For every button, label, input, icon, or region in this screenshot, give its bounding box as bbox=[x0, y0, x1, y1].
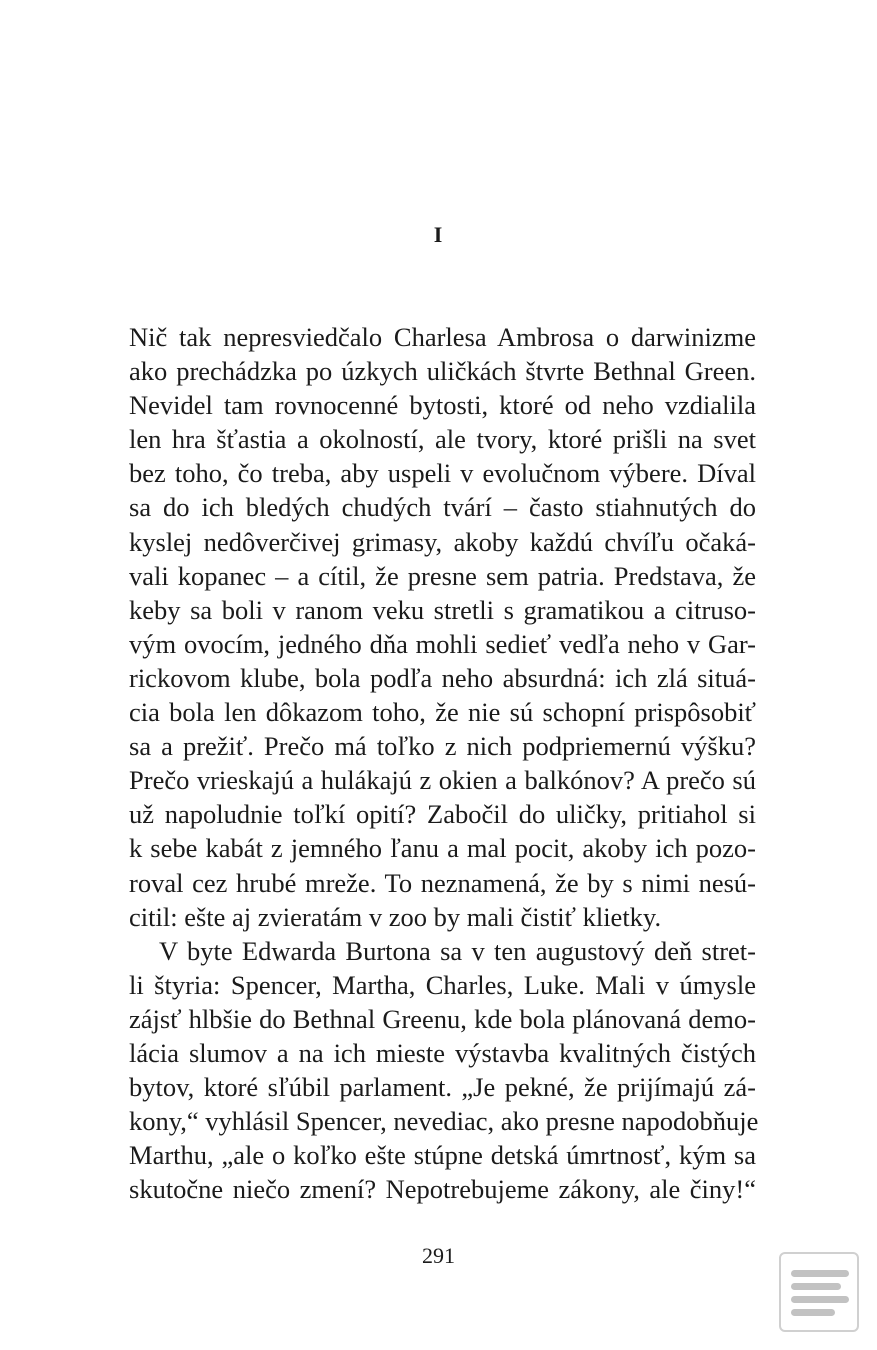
text-line: k sebe kabát z jemného ľanu a mal pocit, akoby ich pozo- bbox=[129, 833, 756, 864]
text-line: sa a prežiť. Prečo má toľko z nich podpriemernú výšku? bbox=[129, 731, 756, 762]
paragraph-1 bbox=[129, 320, 756, 934]
body-text bbox=[129, 320, 759, 1206]
text-line: Nič tak nepresviedčalo Charlesa Ambrosa o darwinizme bbox=[129, 322, 756, 352]
chapter-numeral: I bbox=[433, 222, 444, 247]
text-line: vali kopanec – a cítil, že presne sem patria. Predstava, že bbox=[129, 560, 756, 591]
text-line: ako prechádzka po úzkych uličkách štvrte Bethnal Green. bbox=[129, 356, 756, 387]
text-line: lácia slumov a na ich mieste výstavba kvalitných čistých bbox=[129, 1037, 756, 1068]
text-line: Nevidel tam rovnocenné bytosti, ktoré od neho vzdialila bbox=[129, 390, 756, 421]
text-line: kony,“ vyhlásil Spencer, nevediac, ako presne napodobňuje bbox=[129, 1106, 759, 1137]
text-line: cia bola len dôkazom toho, že nie sú schopní prispôsobiť bbox=[129, 697, 756, 728]
text-line: skutočne niečo zmení? Nepotrebujeme zákony, ale činy!“ bbox=[129, 1174, 756, 1205]
text-line: vým ovocím, jedného dňa mohli sedieť vedľa neho v Gar- bbox=[129, 628, 756, 659]
page-number: 291 bbox=[422, 1243, 455, 1268]
text-line: len hra šťastia a okolností, ale tvory, ktoré prišli na svet bbox=[129, 424, 756, 455]
text-line: Marthu, „ale o koľko ešte stúpne detská úmrtnosť, kým sa bbox=[129, 1140, 756, 1171]
text-line: zájsť hlbšie do Bethnal Greenu, kde bola plánovaná demo- bbox=[129, 1003, 756, 1034]
text-line: rickovom klube, bola podľa neho absurdná: ich zlá situá- bbox=[129, 662, 756, 693]
text-line: sa do ich bledých chudých tvárí – často stiahnutých do bbox=[129, 492, 756, 523]
text-line: bytov, ktoré sľúbil parlament. „Je pekné, že prijímajú zá- bbox=[129, 1072, 756, 1103]
text-lines-icon bbox=[789, 1268, 851, 1318]
text-line: už napoludnie toľkí opití? Zabočil do uličky, pritiahol si bbox=[129, 799, 756, 830]
text-line: bez toho, čo treba, aby uspeli v evolučnom výbere. Díval bbox=[129, 458, 756, 489]
text-line: kyslej nedôverčivej grimasy, akoby každú chvíľu očaká- bbox=[129, 526, 756, 557]
text-line: V byte Edwarda Burtona sa v ten augustový deň stret- bbox=[159, 935, 756, 966]
paragraph-2 bbox=[129, 934, 759, 1207]
text-line: roval cez hrubé mreže. To neznamená, že by s nimi nesú- bbox=[129, 867, 756, 898]
text-line: li štyria: Spencer, Martha, Charles, Luke. Mali v úmysle bbox=[129, 969, 756, 1000]
reader-menu-button[interactable] bbox=[779, 1252, 859, 1332]
text-line: Prečo vrieskajú a hulákajú z okien a balkónov? A prečo sú bbox=[129, 765, 756, 796]
text-line: keby sa boli v ranom veku stretli s gramatikou a citruso- bbox=[129, 594, 756, 625]
text-line: citil: ešte aj zvieratám v zoo by mali čistiť klietky. bbox=[129, 901, 662, 932]
